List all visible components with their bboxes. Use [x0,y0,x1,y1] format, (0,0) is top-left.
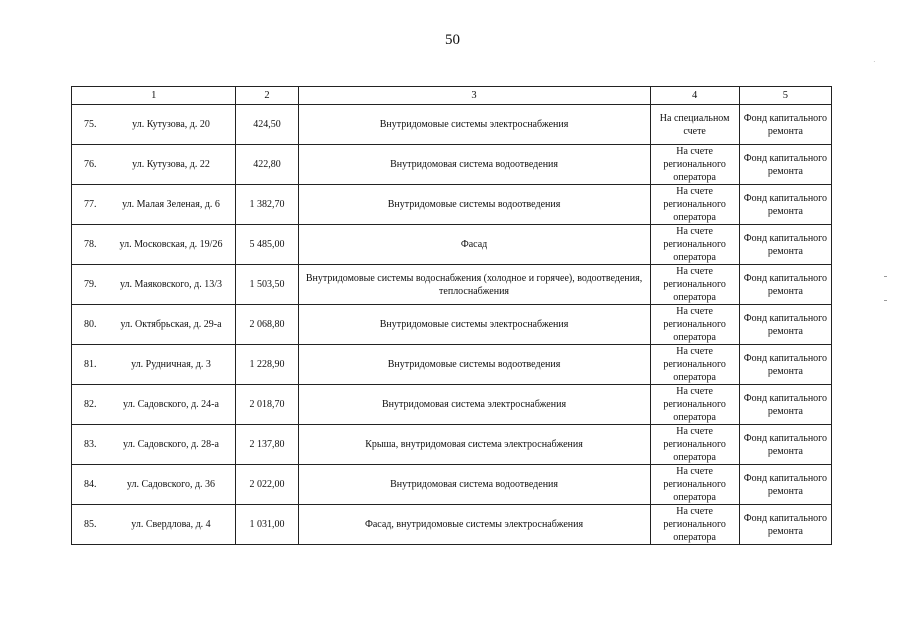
area-cell: 5 485,00 [236,225,298,265]
table-row [72,505,832,545]
table-row [72,265,832,305]
corner-mark: . [873,58,875,64]
funding-source-cell: Фонд капитального ремонта [739,505,831,545]
column-header: 2 [236,87,298,105]
row-number: 78. [84,239,97,250]
address-cell [72,385,236,425]
address-cell [72,345,236,385]
address: ул. Садовского, д. 24-а [123,399,219,410]
account-method-cell: На счете регионального оператора [650,225,739,265]
table-row [72,185,832,225]
account-method-cell: На счете регионального оператора [650,345,739,385]
address-cell [72,185,236,225]
work-type-cell: Внутридомовая система электроснабжения [298,385,650,425]
work-type-cell: Внутридомовая система водоотведения [298,145,650,185]
column-header: 3 [298,87,650,105]
row-number: 82. [84,399,97,410]
address: ул. Кутузова, д. 22 [132,159,210,170]
funding-source-cell: Фонд капитального ремонта [739,465,831,505]
address: ул. Рудничная, д. 3 [131,359,211,370]
funding-source-cell: Фонд капитального ремонта [739,105,831,145]
account-method-cell: На счете регионального оператора [650,385,739,425]
repair-table [71,86,832,545]
address: ул. Кутузова, д. 20 [132,119,210,130]
page-number: 50 [445,32,460,48]
work-type-cell: Внутридомовые системы водоотведения [298,345,650,385]
area-cell: 2 068,80 [236,305,298,345]
address-cell [72,425,236,465]
row-number: 77. [84,199,97,210]
funding-source-cell: Фонд капитального ремонта [739,145,831,185]
row-number: 83. [84,439,97,450]
address: ул. Октябрьская, д. 29-а [120,319,222,330]
row-number: 80. [84,319,97,330]
account-method-cell: На счете регионального оператора [650,305,739,345]
table-row [72,425,832,465]
row-number: 85. [84,519,97,530]
funding-source-cell: Фонд капитального ремонта [739,265,831,305]
address: ул. Садовского, д. 36 [126,479,216,490]
work-type-cell: Фасад [298,225,650,265]
area-cell: 2 022,00 [236,465,298,505]
table-row [72,225,832,265]
area-cell: 422,80 [236,145,298,185]
table-row [72,105,832,145]
work-type-cell: Фасад, внутридомовые системы электроснабжения [298,505,650,545]
column-header: 1 [72,87,236,105]
funding-source-cell: Фонд капитального ремонта [739,225,831,265]
address: ул. Малая Зеленая, д. 6 [122,199,220,210]
address: ул. Маяковского, д. 13/3 [119,279,222,290]
funding-source-cell: Фонд капитального ремонта [739,345,831,385]
work-type-cell: Внутридомовые системы электроснабжения [298,105,650,145]
funding-source-cell: Фонд капитального ремонта [739,425,831,465]
address: ул. Московская, д. 19/26 [119,239,223,250]
table-row [72,305,832,345]
margin-tick [884,276,887,277]
table-row [72,465,832,505]
work-type-cell: Крыша, внутридомовая система электроснабжения [298,425,650,465]
address-cell [72,505,236,545]
work-type-cell: Внутридомовые системы электроснабжения [298,305,650,345]
table-header-row [72,87,832,105]
area-cell: 2 018,70 [236,385,298,425]
account-method-cell: На счете регионального оператора [650,465,739,505]
row-number: 79. [84,279,97,290]
account-method-cell: На счете регионального оператора [650,425,739,465]
margin-tick [884,300,887,301]
address-cell [72,265,236,305]
area-cell: 1 228,90 [236,345,298,385]
column-header: 5 [739,87,831,105]
column-header: 4 [650,87,739,105]
address-cell [72,225,236,265]
row-number: 84. [84,479,97,490]
account-method-cell: На счете регионального оператора [650,505,739,545]
address-cell [72,465,236,505]
work-type-cell: Внутридомовая система водоотведения [298,465,650,505]
area-cell: 1 382,70 [236,185,298,225]
work-type-cell: Внутридомовые системы водоснабжения (холодное и горячее), водоотведения, теплоснабжения [298,265,650,305]
funding-source-cell: Фонд капитального ремонта [739,305,831,345]
row-number: 75. [84,119,97,130]
area-cell: 424,50 [236,105,298,145]
address: ул. Свердлова, д. 4 [131,519,211,530]
account-method-cell: На специальном счете [650,105,739,145]
address-cell [72,105,236,145]
account-method-cell: На счете регионального оператора [650,145,739,185]
funding-source-cell: Фонд капитального ремонта [739,385,831,425]
row-number: 76. [84,159,97,170]
address-cell [72,145,236,185]
area-cell: 1 503,50 [236,265,298,305]
table-row [72,385,832,425]
row-number: 81. [84,359,97,370]
address-cell [72,305,236,345]
account-method-cell: На счете регионального оператора [650,265,739,305]
funding-source-cell: Фонд капитального ремонта [739,185,831,225]
address: ул. Садовского, д. 28-а [123,439,219,450]
table-row [72,345,832,385]
account-method-cell: На счете регионального оператора [650,185,739,225]
work-type-cell: Внутридомовые системы водоотведения [298,185,650,225]
table-row [72,145,832,185]
area-cell: 2 137,80 [236,425,298,465]
area-cell: 1 031,00 [236,505,298,545]
